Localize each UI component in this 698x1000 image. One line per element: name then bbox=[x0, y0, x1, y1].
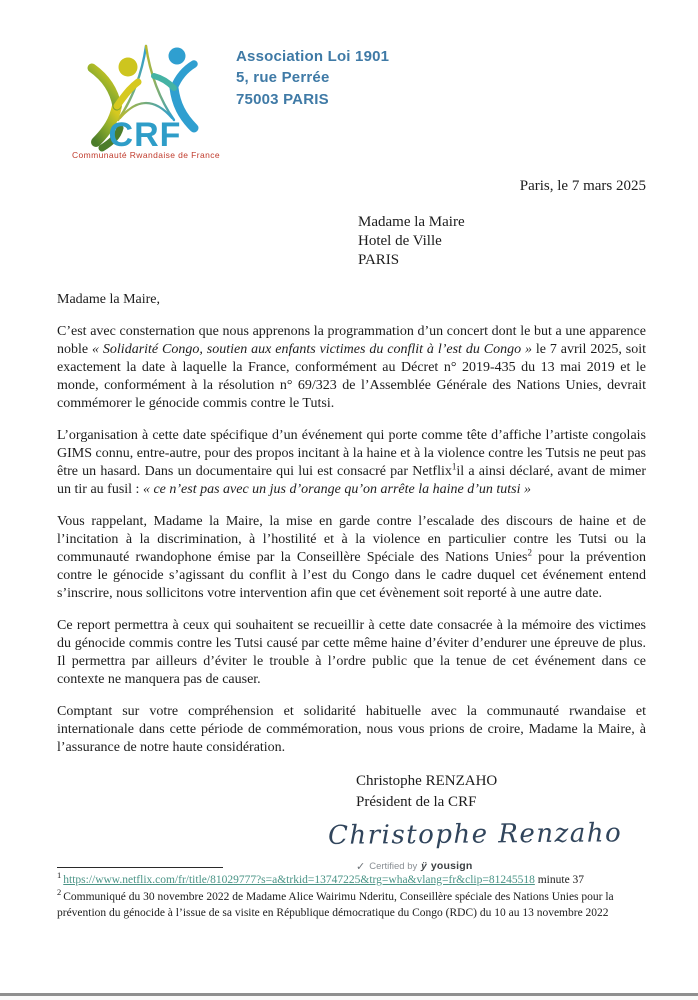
paragraph-2 bbox=[57, 427, 646, 499]
signatory-name: Christophe RENZAHO bbox=[356, 773, 498, 790]
document-edge-bar bbox=[0, 993, 698, 996]
quoted-statement: « ce n’est pas avec un jus d’orange qu’on arrête la haine d’un tutsi » bbox=[142, 482, 531, 498]
paragraph-text: pour la prévention contre le génocide s’agissant du conflit à l’est du Congo dans le cadre duquel cet événement entend s’inscrire, nous sollicitons votre intervention afin que cet évènement soit reporté à une autre date. bbox=[57, 550, 647, 602]
recipient-line: Madame la Maire bbox=[358, 214, 465, 230]
footnote-number: 1 bbox=[57, 869, 62, 880]
checkmark-icon: ✓ bbox=[356, 860, 366, 873]
recipient-line: PARIS bbox=[358, 251, 400, 268]
footnote-separator bbox=[57, 867, 223, 868]
dateline: Paris, le 7 mars 2025 bbox=[519, 178, 646, 194]
org-address-block bbox=[236, 36, 389, 164]
crf-logo-tagline: Communauté Rwandaise de France bbox=[71, 150, 221, 160]
crf-logo-wordmark: CRF bbox=[108, 116, 182, 154]
handwritten-signature: Christophe Renzaho bbox=[327, 818, 623, 851]
org-address-line: Association Loi 1901 bbox=[236, 48, 390, 65]
certified-by-label: Certified by bbox=[369, 860, 418, 872]
footnote-text: Communiqué du 30 novembre 2022 de Madame Alice Wairimu Nderitu, Conseillère spéciale des Nations Unies pour la prévention du génocide à l’issue de sa visite en République démocratique du Congo (RDC) du 10 au 13 novembre 2022 bbox=[57, 890, 614, 919]
footnote-ref-1: 1 bbox=[451, 461, 457, 472]
paragraph-text: C’est avec consternation que nous apprenons la programmation d’un concert dont le but a une apparence noble bbox=[57, 324, 646, 358]
yousign-logo-icon: ÿ bbox=[420, 860, 429, 872]
org-address-line: 5, rue Perrée bbox=[236, 69, 330, 87]
paragraph-text: Vous rappelant, Madame la Maire, la mise en garde contre l’escalade des discours de haine et de l’incitation à la discrimination, à l’hostilité et à la violence en particulier contre les Tutsi ou la communauté rwandophone émise par la Conseillère Spéciale des Nations Unies bbox=[57, 514, 646, 566]
paragraph-text: le 7 avril 2025, soit exactement la date à laquelle la France, conformément au Décret n° 2019-435 du 13 mai 2019 et le monde, conformément à la résolution n° 69/323 de l’Assemblée Générale des Nations Unies, devrait commémorer le génocide commis contre le Tutsi. bbox=[57, 342, 646, 412]
recipient-line: Hotel de Ville bbox=[358, 232, 442, 249]
signatory-block bbox=[356, 771, 698, 812]
paragraph-3 bbox=[57, 513, 646, 603]
paragraph-4: Ce report permettra à ceux qui souhaitent se recueillir à cette date consacrée à la mémoire des victimes du génocide commis contre les Tutsi causé par cette même haine d’éviter d’endurer une épreuve de plus. Il permettra par ailleurs d’éviter le trouble à l’ordre public que la tenue de cet événement dans ce contexte ne manquera pas de causer. bbox=[57, 618, 646, 688]
crf-logo bbox=[71, 36, 221, 164]
recipient-block bbox=[358, 213, 698, 269]
footnote-2 bbox=[57, 889, 646, 921]
salutation: Madame la Maire, bbox=[57, 292, 161, 308]
footnote-ref-2: 2 bbox=[527, 547, 532, 558]
paragraph-text: il a ainsi déclaré, avant de mimer un tir au fusil : bbox=[57, 464, 646, 498]
footnote-1 bbox=[57, 869, 646, 888]
document-edge-strip bbox=[0, 993, 698, 1000]
footnote-number: 2 bbox=[57, 887, 62, 898]
footnotes bbox=[57, 867, 646, 921]
footnote-suffix: minute 37 bbox=[534, 873, 585, 886]
netflix-link[interactable]: https://www.netflix.com/fr/title/81029777?s=a&trkid=13747225&trg=wha&vlang=fr&clip=81245518 bbox=[63, 873, 535, 886]
paragraph-text: L’organisation à cette date spécifique d’un événement qui porte comme tête d’affiche l’artiste congolais GIMS connu, entre-autre, pour des propos incitant à la haine et à la violence contre les Tutsis ne peut pas être un hasard. Dans un documentaire qui lui est consacré par Netflix bbox=[57, 428, 646, 480]
org-address-line: 75003 PARIS bbox=[236, 90, 329, 108]
yousign-brand-label: yousign bbox=[430, 860, 473, 873]
letter-body bbox=[57, 291, 646, 757]
signatory-title: Président de la CRF bbox=[356, 793, 477, 810]
letterhead bbox=[0, 0, 698, 164]
quoted-event-title: « Solidarité Congo, soutien aux enfants victimes du conflit à l’est du Congo » bbox=[92, 342, 532, 358]
paragraph-1 bbox=[57, 323, 646, 413]
paragraph-5: Comptant sur votre compréhension et solidarité habituelle avec la communauté rwandaise et internationale dans cette période de commémoration, nous vous prions de croire, Madame la Maire, à l’assurance de notre haute considération. bbox=[57, 704, 646, 756]
